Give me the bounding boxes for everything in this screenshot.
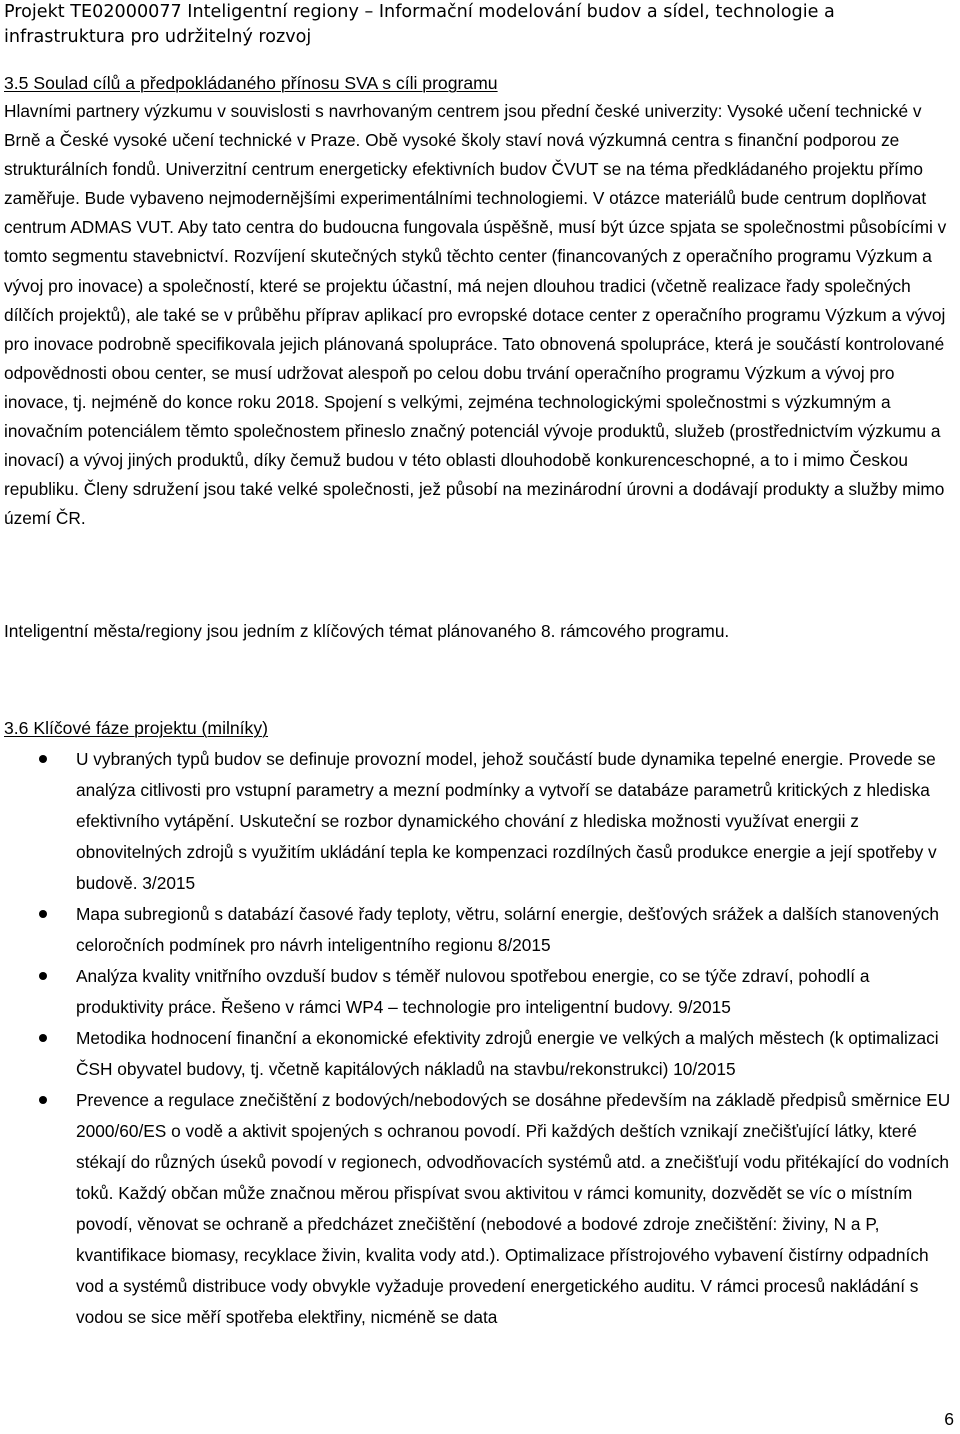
bullet-icon (39, 1034, 47, 1042)
section-heading-3-6: 3.6 Klíčové fáze projektu (milníky) (4, 718, 269, 738)
project-header: Projekt TE02000077 Inteligentní regiony – Informační modelování budov a sídel, technologie a infrastruktura pro udržitelný rozvoj (4, 2, 835, 47)
milestone-text: Mapa subregionů s databází časové řady teploty, větru, solární energie, dešťových srážek a dalších stanovených celoročních podmínek pro návrh inteligentního regionu 8/2015 (76, 904, 940, 955)
milestone-item (0, 744, 956, 899)
milestone-list (0, 744, 960, 1333)
bullet-icon (39, 910, 47, 918)
milestone-text: U vybraných typů budov se definuje provozní model, jehož součástí bude dynamika tepelné energie. Provede se analýza citlivosti pro vstupní parametry a mezní podmínky a vytvoří se databáze parametrů kritických z hlediska efektivního vytápění. Uskuteční se rozbor dynamického chování z hlediska možnosti využívat energii z obnovitelných zdrojů s využitím ukládání tepla ke kompenzaci rozdílných časů produkce energie a její spotřeby v budově. 3/2015 (76, 749, 937, 893)
bullet-icon (39, 1096, 47, 1104)
milestone-item (0, 899, 956, 961)
milestone-item (0, 1085, 956, 1333)
section-heading-3-5: 3.5 Soulad cílů a předpokládaného přínosu SVA s cíli programu (4, 73, 498, 93)
bullet-icon (39, 755, 47, 763)
page-number: 6 (944, 1409, 954, 1429)
bullet-icon (39, 972, 47, 980)
milestone-text: Metodika hodnocení finanční a ekonomické efektivity zdrojů energie ve velkých a malých městech (k optimalizaci ČSH obyvatel budovy, tj. včetně kapitálových nákladů na stavbu/rekonstrukci) 10/2015 (76, 1028, 939, 1079)
section-3-5-paragraph: Hlavními partnery výzkumu v souvislosti s navrhovaným centrem jsou přední české univerzity: Vysoké učení technické v Brně a České vysoké učení technické v Praze. Obě vysoké školy staví nová výzkumná centra s finanční podporou ze strukturálních fondů. Univerzitní centrum energeticky efektivních budov ČVUT se na téma předkládaného projektu přímo zaměřuje. Bude vybaveno nejmodernějšími experimentálními technologiemi. V otázce materiálů bude centrum doplňovat centrum ADMAS VUT. Aby tato centra do budoucna fungovala úspěšně, musí být úzce spjata se společnostmi působícími v tomto segmentu stavebnictví. Rozvíjení skutečných styků těchto center (financovaných z operačního programu Výzkum a vývoj pro inovace) a společností, které se projektu účastní, má nejen dlouhou tradici (včetně realizace řady společných dílčích projektů), ale také se v průběhu příprav aplikací pro evropské dotace center z operačního programu Výzkum a vývoj pro inovace podrobně specifikovala jejich plánovaná spolupráce. Tato obnovená spolupráce, která je součástí kontrolované odpovědnosti obou center, se musí udržovat alespoň po celou dobu trvání operačního programu Výzkum a vývoj pro inovace, tj. nejméně do konce roku 2018. Spojení s velkými, zejména technologickými společnostmi s výzkumným a inovačním potenciálem těmto společnostem přineslo značný potenciál vývoje produktů, služeb (prostřednictvím výzkumu a inovací) a vývoj jiných produktů, díky čemuž budou v této oblasti dlouhodobě konkurenceschopné, a to i mimo Českou republiku. Členy sdružení jsou také velké společnosti, jež působí na mezinárodní úrovni a dodávají produkty a služby mimo území ČR. (4, 101, 947, 529)
section-3-5-closing-paragraph: Inteligentní města/regiony jsou jedním z klíčových témat plánovaného 8. rámcového programu. (4, 621, 730, 641)
milestone-text: Analýza kvality vnitřního ovzduší budov s téměř nulovou spotřebou energie, co se týče zdraví, pohodlí a produktivity práce. Řešeno v rámci WP4 – technologie pro inteligentní budovy. 9/2015 (76, 966, 870, 1017)
milestone-item (0, 1023, 956, 1085)
milestone-text: Prevence a regulace znečištění z bodových/nebodových se dosáhne především na základě předpisů směrnice EU 2000/60/ES o vodě a aktivit spojených s ochranou povodí. Při každých deštích vznikají znečišťující látky, které stékají do různých úseků povodí v regionech, odvodňovacích systémů atd. a znečišťují vodu přitékající do vodních toků. Každý občan může značnou měrou přispívat svou aktivitou v rámci komunity, dozvědět se víc o místním povodí, věnovat se ochraně a předcházet znečištění (nebodové a bodové zdroje znečištění: živiny, N a P, kvantifikace biomasy, recyklace živin, kvalita vody atd.). Optimalizace přístrojového vybavení čistírny odpadních vod a systémů distribuce vody obvykle vyžaduje provedení energetického auditu. V rámci procesů nakládání s vodou se sice měří spotřeba elektřiny, nicméně se data (76, 1090, 951, 1327)
milestone-item (0, 961, 956, 1023)
